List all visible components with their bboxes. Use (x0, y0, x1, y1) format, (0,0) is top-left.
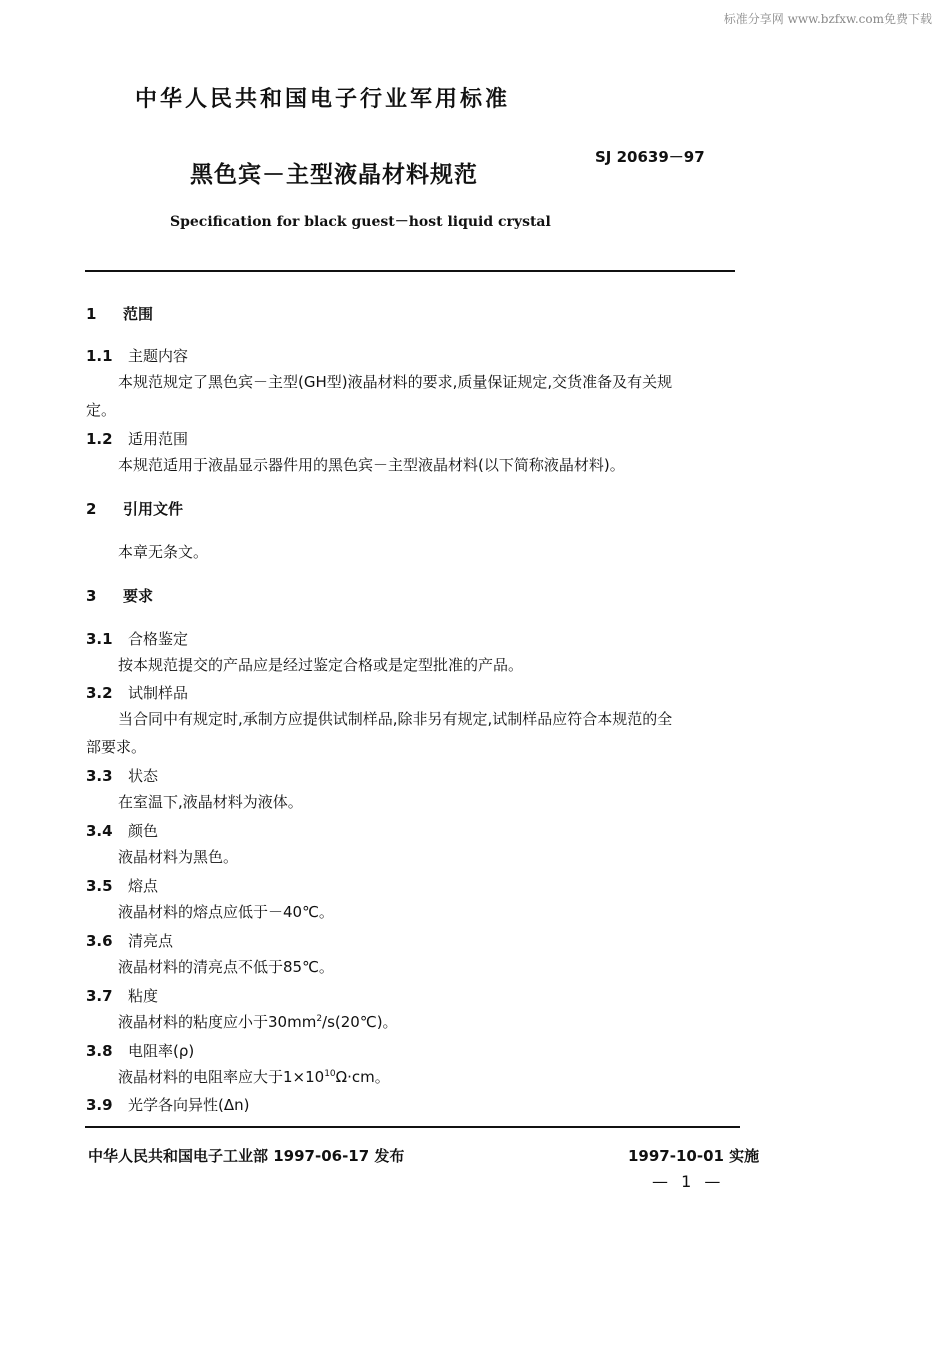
section-title: 颜色 (128, 822, 159, 840)
section-3-5-text: 液晶材料的熔点应低于－40℃。 (118, 903, 334, 921)
standard-code: SJ 20639－97 (595, 148, 705, 166)
document-title-en: Specification for black guest－host liquid crystal (170, 214, 551, 230)
section-3-3-text: 在室温下,液晶材料为液体。 (118, 793, 303, 811)
section-title: 主题内容 (128, 347, 189, 365)
page-number: — 1 — (652, 1172, 725, 1191)
document-title-cn: 黑色宾－主型液晶材料规范 (190, 162, 478, 188)
section-number: 1 (86, 305, 97, 323)
section-3-2-text-line-2: 部要求。 (86, 738, 147, 756)
section-number: 3.3 (86, 767, 113, 785)
effective-date: 1997-10-01 实施 (628, 1147, 760, 1165)
section-3-2-text-line-1: 当合同中有规定时,承制方应提供试制样品,除非另有规定,试制样品应符合本规范的全 (118, 710, 673, 728)
section-title: 合格鉴定 (128, 630, 189, 648)
superscript: 10 (324, 1069, 336, 1079)
section-1-heading (86, 303, 153, 324)
section-1-2-text: 本规范适用于液晶显示器件用的黑色宾－主型液晶材料(以下简称液晶材料)。 (118, 456, 625, 474)
section-title: 引用文件 (123, 500, 184, 518)
section-1-2-heading (86, 428, 188, 449)
issuer-line: 中华人民共和国电子工业部 1997-06-17 发布 (88, 1147, 405, 1165)
section-3-4-heading (86, 820, 158, 841)
section-title: 电阻率(ρ) (128, 1042, 195, 1060)
section-3-7-text (118, 1011, 398, 1032)
section-number: 1.2 (86, 430, 113, 448)
watermark: 标准分享网 www.bzfxw.com免费下载 (723, 12, 932, 26)
standard-type-heading: 中华人民共和国电子行业军用标准 (135, 87, 511, 112)
section-number: 3.6 (86, 932, 113, 950)
viscosity-text: 液晶材料的粘度应小于30mm (118, 1013, 317, 1031)
section-number: 3.5 (86, 877, 113, 895)
resistivity-unit: Ω·cm。 (335, 1068, 390, 1086)
section-title: 试制样品 (128, 684, 189, 702)
section-2-heading (86, 498, 183, 519)
section-3-8-heading (86, 1040, 194, 1061)
section-3-6-text: 液晶材料的清亮点不低于85℃。 (118, 958, 334, 976)
section-3-1-text: 按本规范提交的产品应是经过鉴定合格或是定型批准的产品。 (118, 656, 524, 674)
section-3-heading (86, 585, 153, 606)
viscosity-unit: /s(20℃)。 (322, 1013, 398, 1031)
section-number: 3.7 (86, 987, 113, 1005)
section-title: 熔点 (128, 877, 159, 895)
section-number: 1.1 (86, 347, 113, 365)
section-title: 适用范围 (128, 430, 189, 448)
section-title: 状态 (128, 767, 159, 785)
section-title: 清亮点 (128, 932, 174, 950)
section-1-1-text-line-1: 本规范规定了黑色宾－主型(GH型)液晶材料的要求,质量保证规定,交货准备及有关规 (118, 373, 673, 391)
bottom-divider (85, 1126, 740, 1128)
section-3-3-heading (86, 765, 158, 786)
section-title: 粘度 (128, 987, 159, 1005)
section-number: 3.9 (86, 1096, 113, 1114)
section-number: 3.4 (86, 822, 113, 840)
superscript: 2 (316, 1014, 323, 1024)
section-number: 3.2 (86, 684, 113, 702)
section-2-text: 本章无条文。 (118, 543, 209, 561)
section-1-1-heading (86, 345, 188, 366)
section-title: 光学各向异性(Δn) (128, 1096, 250, 1114)
section-1-1-text-line-2: 定。 (86, 401, 117, 419)
section-3-1-heading (86, 628, 188, 649)
section-3-5-heading (86, 875, 158, 896)
section-3-2-heading (86, 682, 188, 703)
section-number: 3.8 (86, 1042, 113, 1060)
section-3-9-heading (86, 1094, 249, 1115)
section-3-6-heading (86, 930, 173, 951)
section-number: 3.1 (86, 630, 113, 648)
top-divider (85, 270, 735, 272)
section-title: 要求 (123, 587, 154, 605)
resistivity-text: 液晶材料的电阻率应大于1×10 (118, 1068, 325, 1086)
section-3-7-heading (86, 985, 158, 1006)
section-3-4-text: 液晶材料为黑色。 (118, 848, 239, 866)
section-3-8-text (118, 1066, 390, 1087)
section-title: 范围 (123, 305, 154, 323)
section-number: 2 (86, 500, 97, 518)
section-number: 3 (86, 587, 97, 605)
